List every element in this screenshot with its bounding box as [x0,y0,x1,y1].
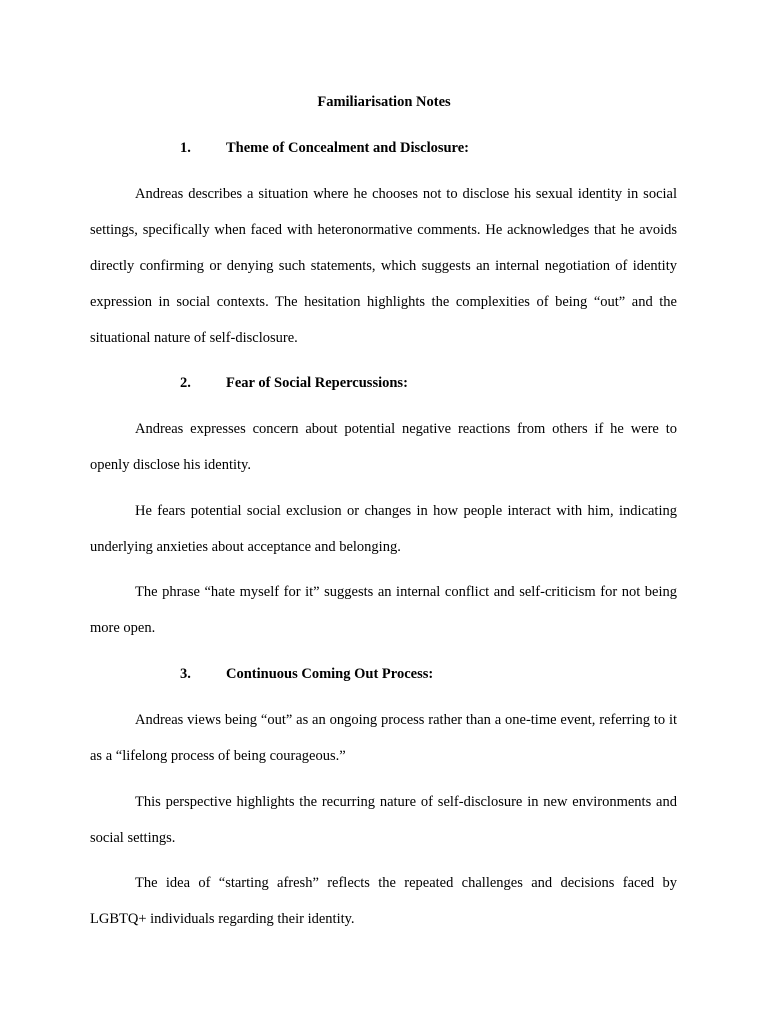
section-number: 2. [180,375,191,391]
paragraph: This perspective highlights the recurring nature of self-disclosure in new environments and social settings. [90,794,677,846]
section-heading-text: Fear of Social Repercussions: [226,375,408,391]
section-number: 1. [180,140,191,156]
paragraph: Andreas expresses concern about potential negative reactions from others if he were to openly disclose his identity. [90,421,677,473]
paragraph: He fears potential social exclusion or changes in how people interact with him, indicating underlying anxieties about acceptance and belonging. [90,503,677,555]
paragraph: The phrase “hate myself for it” suggests an internal conflict and self-criticism for not being more open. [90,584,677,636]
paragraph: The idea of “starting afresh” reflects the repeated challenges and decisions faced by LGBTQ+ individuals regarding their identity. [90,875,677,927]
section-heading-text: Theme of Concealment and Disclosure: [226,140,469,156]
paragraph: Andreas describes a situation where he chooses not to disclose his sexual identity in social settings, specifically when faced with heteronormative comments. He acknowledges that he avoids directly confirming or denying such statements, which suggests an internal negotiation of identity expression in social contexts. The hesitation highlights the complexities of being “out” and the situational nature of self-disclosure. [90,186,677,346]
paragraph: Andreas views being “out” as an ongoing process rather than a one-time event, referring to it as a “lifelong process of being courageous.” [90,712,677,764]
section-number: 3. [180,666,191,682]
page-title: Familiarisation Notes [317,94,451,110]
section-heading-text: Continuous Coming Out Process: [226,666,434,682]
